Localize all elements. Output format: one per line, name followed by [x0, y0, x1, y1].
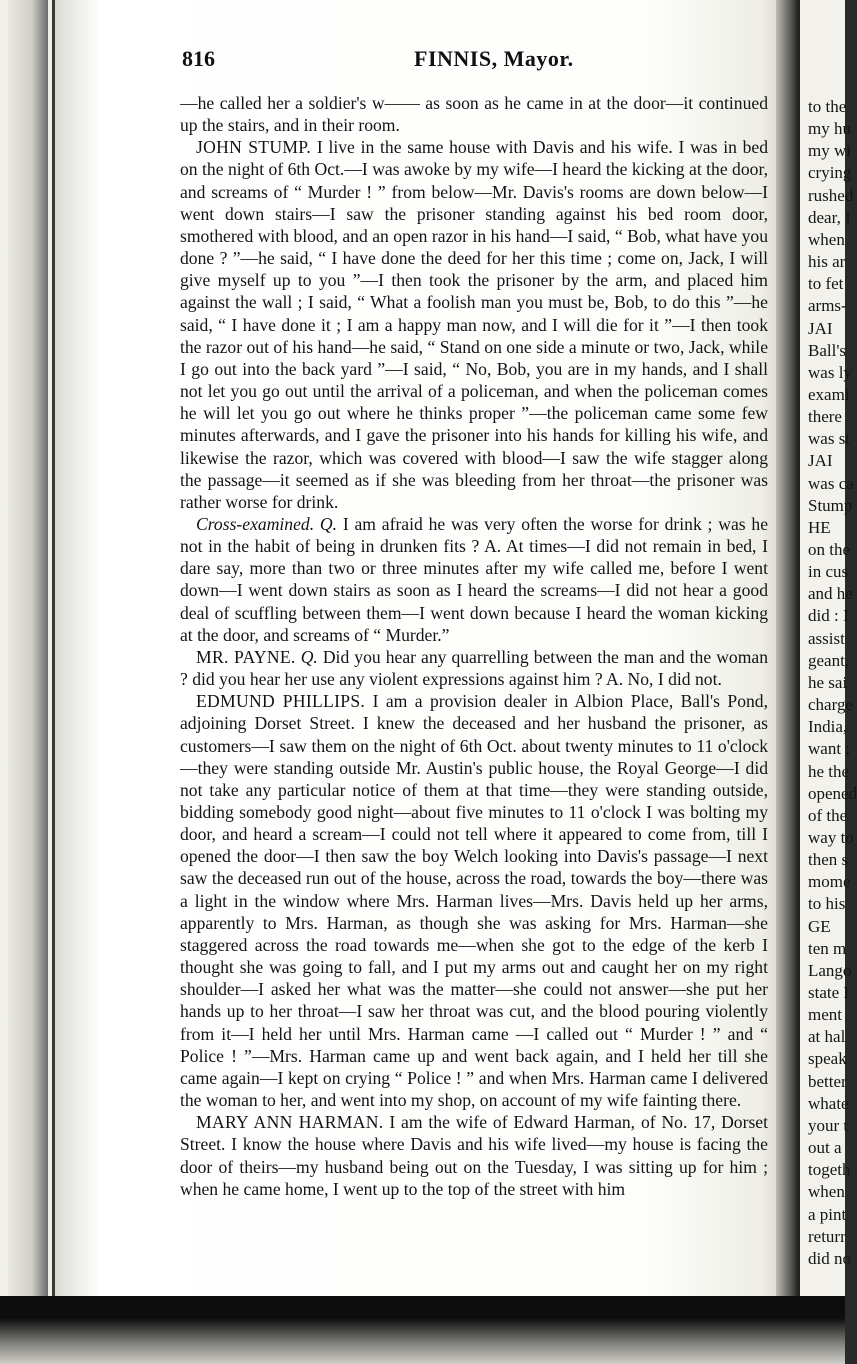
body-text — [180, 92, 768, 1200]
facing-page-fragment: rushed — [808, 185, 854, 205]
speaker-name: JOHN STUMP. — [196, 137, 312, 158]
facing-page-fragment: your t — [808, 1115, 849, 1135]
facing-page-fragment: to fet — [808, 274, 844, 294]
testimony-john-stump — [180, 136, 768, 513]
question-marker: Q. — [319, 513, 338, 534]
facing-page-fragment: assist — [808, 628, 845, 648]
facing-page-fragment: GE — [808, 916, 831, 936]
scan-left-shadow — [8, 0, 48, 1364]
speaker-name: MARY ANN HARMAN. — [196, 1112, 384, 1133]
facing-page-fragment: ten m — [808, 938, 847, 958]
facing-page-fragment: geant, — [808, 650, 850, 670]
facing-page-fragment: in cus — [808, 562, 849, 582]
examination-mr-payne — [180, 646, 768, 690]
facing-page-fragment: to his — [808, 894, 846, 914]
paragraph-text: I am the wife of Edward Harman, of No. 17, Dorset Street. I know the house where Davis and his wife lived—my house is facing the door of theirs—my husband being out on the Tuesday, I was sitting up for him ; when he came home, I went up to the top of the street with him — [180, 1112, 768, 1199]
testimony-edmund-phillips — [180, 690, 768, 1111]
facing-page-fragment: my wi — [808, 141, 851, 161]
facing-page-fragment: on the — [808, 540, 851, 559]
speaker-name: MR. PAYNE. — [196, 646, 296, 667]
page-header — [182, 46, 782, 78]
facing-page-fragment: there — [808, 407, 842, 427]
running-title: FINNIS, Mayor. — [414, 46, 574, 71]
paragraph-continuation — [180, 92, 768, 136]
facing-page-fragment: my hu — [808, 119, 851, 139]
scan-bottom-edge — [0, 1318, 845, 1364]
facing-page-fragment: HE — [808, 517, 831, 537]
paragraph-text: Did you hear any quarrelling between the man and the woman ? did you hear her use any violent expressions against him ? A. No, I did not. — [180, 646, 768, 690]
facing-page-fragment: out a — [808, 1138, 842, 1158]
facing-page-fragment: was st — [808, 429, 851, 449]
paragraph-text: I live in the same house with Davis and his wife. I was in bed on the night of 6th Oct.—I was awoke by my wife—I heard the kicking at the door, and screams of “ Murder ! ” from below—Mr. Davis's rooms are down below—I went down stairs—I saw the prisoner standing against his bed room door, smothered with blood, and an open razor in his hand—I said, “ Bob, what have you done ? ”—he said, “ I have done the deed for her this time ; come on, Jack, I will give myself up to you ”—I then took the prisoner by the arm, and placed him against the wall ; I said, “ What a foolish man you must be, Bob, to do this ”—he said, “ I have done it ; I am a happy man now, and I will die for it ”—I then took the razor out of his hand—he said, “ Stand on one side a minute or two, Jack, while I go out into the back yard ”—I said, “ No, Bob, you are in my hands, and I shall not let you go out until the arrival of a policeman, and when the policeman comes he will let you go out where he thinks proper ”—the policeman came some few minutes afterwards, and I gave the prisoner into his hands for killing his wife, and likewise the razor, which was covered with blood—I saw the wife stagger along the passage—it seemed as if she was bleeding from her throat—the prisoner was rather worse for drink. — [180, 137, 769, 512]
facing-page-fragment: of the — [808, 805, 848, 825]
facing-page-fragment: whate — [808, 1093, 849, 1113]
facing-page-fragment: arms- — [808, 296, 847, 316]
speaker-name: Cross-examined. — [196, 513, 315, 534]
facing-page-fragment: better — [808, 1071, 847, 1091]
facing-page-fragment: speak — [808, 1049, 847, 1069]
facing-page-fragment: his ar — [808, 252, 846, 272]
facing-page-fragment: was ca — [808, 473, 854, 493]
facing-page-fragment: when — [808, 1182, 845, 1202]
facing-page-fragment: he the — [808, 761, 850, 781]
paragraph-text: I am a provision dealer in Albion Place, Ball's Pond, adjoining Dorset Street. I knew the deceased and her husband the prisoner, as customers—I saw them on the night of 6th Oct. about twenty minutes to 11 o'clock—they were standing outside Mr. Austin's public house, the Royal George—I did not take any particular notice of them at that time—they were standing outside, bidding somebody good night—about five minutes to 11 o'clock I was bolting my door, and heard a scream—I could not tell where it appeared to come from, till I opened the door—I then saw the boy Welch looking into Davis's passage—I next saw the deceased run out of the house, across the road, towards the boy—there was a light in the window where Mrs. Harman lives—Mrs. Davis held up her arms, apparently to Mrs. Harman, as though she was asking for Mrs. Harman—she staggered across the road towards me—when she got to the edge of the kerb I thought she was going to fall, and I put my arms out and caught her on my right shoulder—I asked her what was the matter—she could not answer—she put her hands up to her throat—I saw her throat was cut, and the blood pouring violently from it—I held her until Mrs. Harman came —I called out “ Murder ! ” and “ Police ! ”—Mrs. Harman came up and went back again, and I held her till she came again—I kept on crying “ Police ! ” and when Mrs. Harman came I delivered the woman to her, and went into my shop, on account of my wife fainting there. — [180, 691, 768, 1111]
facing-page-fragment: Ball's — [808, 340, 847, 360]
facing-page-fragment: state I — [808, 983, 850, 1002]
facing-page-fragment: Lango — [808, 960, 852, 980]
paragraph-text: I am afraid he was very often the worse for drink ; was he not in the habit of being in drunken fits ? A. At times—I did not remain in bed, I dare say, more than two or three minutes after my wife called me, before I went down—I went down stairs as soon as I heard the screams—I did not hear a good deal of scuffling between them—I went down because I heard the woman kicking at the door, and screams of “ Murder.” — [180, 513, 769, 645]
facing-page-fragment: JAI — [808, 318, 833, 338]
facing-page-fragment: to the — [808, 97, 847, 116]
facing-page-fragment: want ; — [808, 739, 851, 759]
facing-page-fragment: opened — [808, 783, 857, 803]
facing-page-edge — [800, 0, 857, 1296]
facing-page-fragment: Stump — [808, 495, 853, 515]
facing-page-fragment: mome — [808, 872, 851, 892]
facing-page-fragment: was ly — [808, 362, 852, 382]
facing-page-fragment: ment — [808, 1005, 842, 1025]
testimony-mary-ann-harman — [180, 1111, 768, 1200]
facing-page-fragment: togeth — [808, 1160, 851, 1180]
facing-page-fragment: way to — [808, 827, 854, 847]
facing-page-fragment: a pint — [808, 1204, 847, 1224]
speaker-name: EDMUND PHILLIPS. — [196, 691, 366, 712]
facing-page-fragment: did : I — [808, 606, 849, 626]
cross-examination — [180, 513, 768, 646]
facing-page-fragment: returr — [808, 1226, 846, 1246]
facing-page-fragment: India, — [808, 717, 848, 737]
facing-page-fragment: at hal — [808, 1027, 846, 1047]
facing-page-fragment: when — [808, 229, 845, 249]
paragraph-text: —he called her a soldier's w—— as soon as he came in at the door—it continued up the stairs, and in their room. — [180, 93, 768, 136]
question-marker: Q. — [300, 646, 318, 667]
facing-page-fragment: then s — [808, 850, 849, 870]
facing-page-fragment: did no — [808, 1248, 851, 1268]
page-number: 816 — [182, 46, 215, 71]
facing-page-fragment: charge — [808, 695, 853, 715]
facing-page-fragment: exami — [808, 384, 850, 404]
facing-page-fragment: dear, I — [808, 207, 851, 227]
facing-page-fragment: he sai — [808, 672, 848, 692]
facing-page-fragment: JAI — [808, 451, 833, 471]
facing-page-fragment: crying — [808, 163, 852, 183]
facing-page-fragment: and he — [808, 584, 853, 604]
